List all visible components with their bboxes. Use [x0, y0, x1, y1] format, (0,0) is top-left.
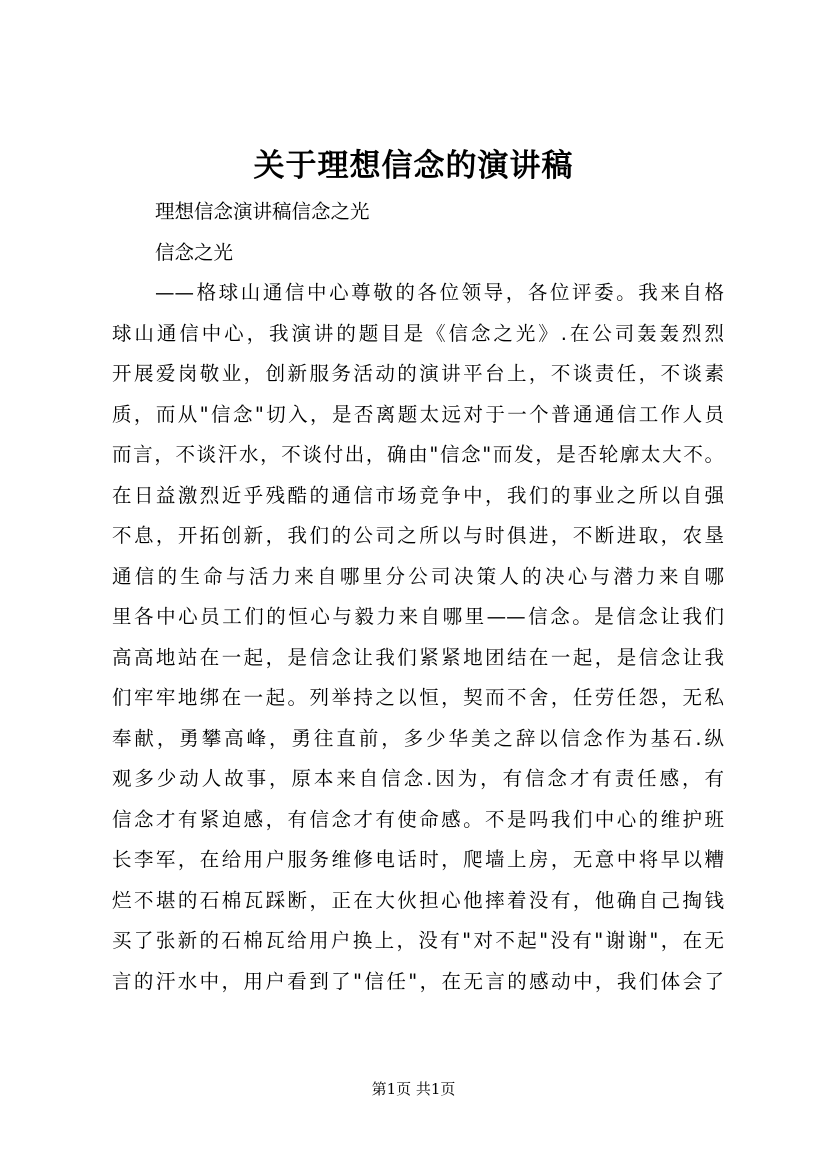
body-line: 们牢牢地绑在一起。列举持之以恒，契而不舍，任劳任怨，无私 [112, 686, 724, 709]
body-line: 烂不堪的石棉瓦踩断，正在大伙担心他摔着没有，他确自己掏钱 [112, 888, 724, 912]
body-line: 球山通信中心，我演讲的题目是《信念之光》.在公司轰轰烈烈 [112, 321, 724, 345]
body-line: 里各中心员工们的恒心与毅力来自哪里——信念。是信念让我们 [112, 605, 724, 628]
body-line: 质，而从"信念"切入，是否离题太远对于一个普通通信工作人员 [112, 402, 724, 426]
page-footer: 第1页 共1页 [371, 1080, 456, 1098]
body-line: 在日益激烈近乎残酷的通信市场竞争中，我们的事业之所以自强 [112, 483, 724, 507]
body-line: 长李军，在给用户服务维修电话时，爬墙上房，无意中将早以糟 [112, 848, 724, 871]
subtitle: 理想信念演讲稿信念之光 [155, 200, 370, 223]
body-line: 高高地站在一起，是信念让我们紧紧地团结在一起，是信念让我 [112, 645, 724, 669]
body-line: 不息，开拓创新，我们的公司之所以与时俱进，不断进取，农垦 [112, 524, 724, 547]
body-line: 而言，不谈汗水，不谈付出，确由"信念"而发，是否轮廓太大不。 [112, 443, 724, 466]
body-line: 信念才有紧迫感，有信念才有使命感。不是吗我们中心的维护班 [112, 807, 724, 831]
body-line: 奉献，勇攀高峰，勇往直前，多少华美之辞以信念作为基石.纵 [112, 726, 724, 750]
body-line: 开展爱岗敬业，创新服务活动的演讲平台上，不谈责任，不谈素 [112, 362, 724, 385]
body-line: ——格球山通信中心尊敬的各位领导，各位评委。我来自格 [155, 281, 724, 304]
body-line: 言的汗水中，用户看到了"信任"，在无言的感动中，我们体会了 [112, 969, 724, 993]
body-line: 通信的生命与活力来自哪里分公司决策人的决心与潜力来自哪 [112, 564, 724, 588]
document-body [112, 192, 724, 1002]
page-title: 关于理想信念的演讲稿 [253, 148, 574, 184]
body-line: 买了张新的石棉瓦给用户换上，没有"对不起"没有"谢谢"，在无 [112, 929, 724, 952]
body-line: 观多少动人故事，原本来自信念.因为，有信念才有责任感，有 [112, 767, 724, 790]
section-heading: 信念之光 [155, 240, 234, 264]
